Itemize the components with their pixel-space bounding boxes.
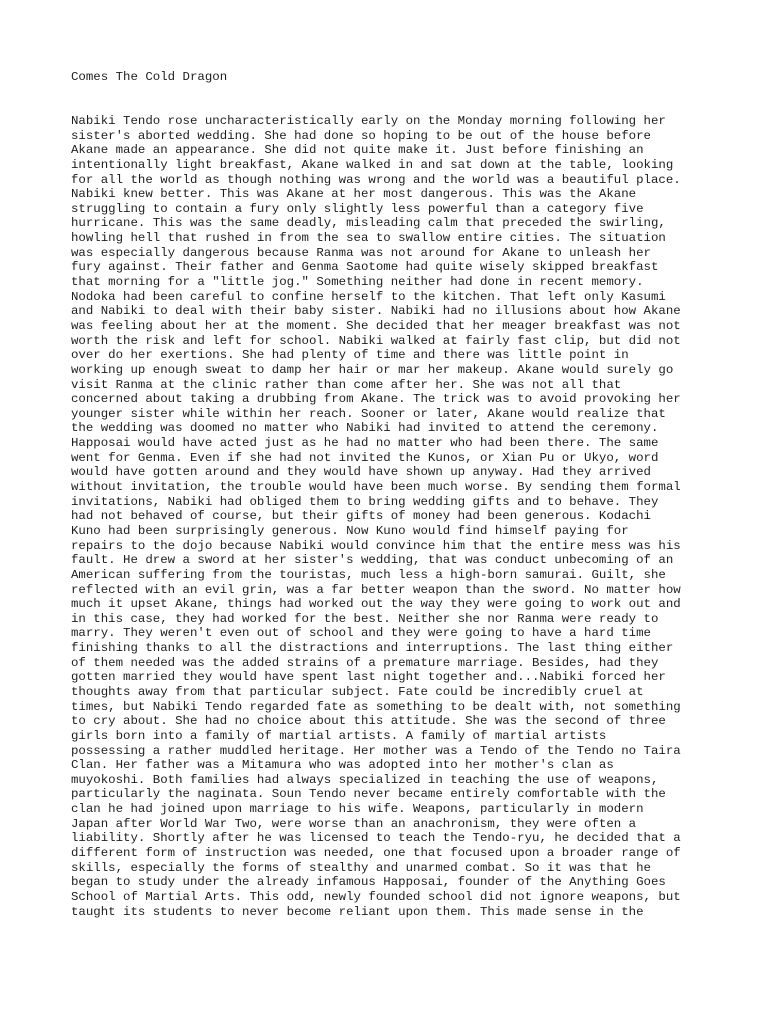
text-line: without invitation, the trouble would have been much worse. By sending them formal: [71, 480, 681, 495]
text-line: worth the risk and left for school. Nabiki walked at fairly fast clip, but did not: [71, 333, 681, 348]
text-line: thoughts away from that particular subject. Fate could be incredibly cruel at: [71, 684, 644, 699]
text-line: Happosai would have acted just as he had no matter who had been there. The same: [71, 436, 659, 451]
text-line: working up enough sweat to damp her hair or mar her makeup. Akane would surely go: [71, 362, 674, 377]
text-line: would have gotten around and they would have shown up anyway. Had they arrived: [71, 465, 651, 480]
text-line: howling hell that rushed in from the sea to swallow entire cities. The situation: [71, 231, 666, 246]
text-line: Japan after World War Two, were worse than an anachronism, they were often a: [71, 816, 637, 831]
text-line: to cry about. She had no choice about this attitude. She was the second of three: [71, 714, 666, 729]
text-line: repairs to the dojo because Nabiki would convince him that the entire mess was his: [71, 538, 681, 553]
text-line: in this case, they had worked for the best. Neither she nor Ranma were ready to: [71, 611, 659, 626]
text-line: fury against. Their father and Genma Saotome had quite wisely skipped breakfast: [71, 260, 659, 275]
text-line: began to study under the already infamous Happosai, founder of the Anything Goes: [71, 875, 666, 890]
text-line: girls born into a family of martial artists. A family of martial artists: [71, 728, 607, 743]
text-line: American suffering from the touristas, much less a high-born samurai. Guilt, she: [71, 567, 666, 582]
text-line: hurricane. This was the same deadly, misleading calm that preceded the swirling,: [71, 216, 666, 231]
text-line: was feeling about her at the moment. She decided that her meager breakfast was not: [71, 318, 681, 333]
text-line: and Nabiki to deal with their baby sister. Nabiki had no illusions about how Akane: [71, 304, 681, 319]
text-line: was especially dangerous because Ranma was not around for Akane to unleash her: [71, 245, 651, 260]
text-line: reflected with an evil grin, was a far better weapon than the sword. No matter how: [71, 582, 681, 597]
text-line: taught its students to never become reliant upon them. This made sense in the: [71, 904, 644, 919]
text-line: sister's aborted wedding. She had done so hoping to be out of the house before: [71, 128, 651, 143]
text-line: visit Ranma at the clinic rather than come after her. She was not all that: [71, 377, 622, 392]
text-line: Nabiki knew better. This was Akane at her most dangerous. This was the Akane: [71, 187, 637, 202]
body-text: [71, 114, 711, 919]
text-line: marry. They weren't even out of school and they were going to have a hard time: [71, 626, 651, 641]
text-line: Clan. Her father was a Mitamura who was adopted into her mother's clan as: [71, 758, 614, 773]
text-line: gotten married they would have spent last night together and...Nabiki forced her: [71, 670, 666, 685]
text-line: Kuno had been surprisingly generous. Now Kuno would find himself paying for: [71, 523, 629, 538]
text-line: for all the world as though nothing was wrong and the world was a beautiful place.: [71, 172, 681, 187]
text-line: possessing a rather muddled heritage. Her mother was a Tendo of the Tendo no Taira: [71, 743, 681, 758]
text-line: the wedding was doomed no matter who Nabiki had invited to attend the ceremony.: [71, 421, 659, 436]
text-line: particularly the naginata. Soun Tendo never became entirely comfortable with the: [71, 787, 666, 802]
text-line: struggling to contain a fury only slightly less powerful than a category five: [71, 201, 644, 216]
text-line: concerned about taking a drubbing from Akane. The trick was to avoid provoking her: [71, 392, 681, 407]
text-line: clan he had joined upon marriage to his wife. Weapons, particularly in modern: [71, 802, 644, 817]
text-line: fault. He drew a sword at her sister's wedding, that was conduct unbecoming of an: [71, 553, 674, 568]
text-line: that morning for a "little jog." Something neither had done in recent memory.: [71, 275, 644, 290]
text-line: over do her exertions. She had plenty of time and there was little point in: [71, 348, 629, 363]
text-line: of them needed was the added strains of a premature marriage. Besides, had they: [71, 655, 659, 670]
text-line: Nodoka had been careful to confine herself to the kitchen. That left only Kasumi: [71, 289, 666, 304]
text-line: muyokoshi. Both families had always specialized in teaching the use of weapons,: [71, 772, 659, 787]
text-line: School of Martial Arts. This odd, newly founded school did not ignore weapons, but: [71, 889, 681, 904]
text-line: different form of instruction was needed, one that focused upon a broader range of: [71, 846, 681, 861]
text-line: much it upset Akane, things had worked out the way they were going to work out and: [71, 597, 681, 612]
text-line: Akane made an appearance. She did not quite make it. Just before finishing an: [71, 143, 644, 158]
text-line: had not behaved of course, but their gifts of money had been generous. Kodachi: [71, 509, 651, 524]
text-line: younger sister while within her reach. Sooner or later, Akane would realize that: [71, 406, 666, 421]
text-line: skills, especially the forms of stealthy and unarmed combat. So it was that he: [71, 860, 651, 875]
text-line: liability. Shortly after he was licensed to teach the Tendo-ryu, he decided that a: [71, 831, 681, 846]
text-line: finishing thanks to all the distractions and interruptions. The last thing either: [71, 641, 674, 656]
text-line: intentionally light breakfast, Akane walked in and sat down at the table, looking: [71, 157, 674, 172]
text-line: went for Genma. Even if she had not invited the Kunos, or Xian Pu or Ukyo, word: [71, 450, 659, 465]
text-line: invitations, Nabiki had obliged them to bring wedding gifts and to behave. They: [71, 494, 659, 509]
document-title: Comes The Cold Dragon: [71, 70, 228, 84]
text-line: Nabiki Tendo rose uncharacteristically early on the Monday morning following her: [71, 114, 666, 128]
text-line: times, but Nabiki Tendo regarded fate as something to be dealt with, not something: [71, 699, 681, 714]
